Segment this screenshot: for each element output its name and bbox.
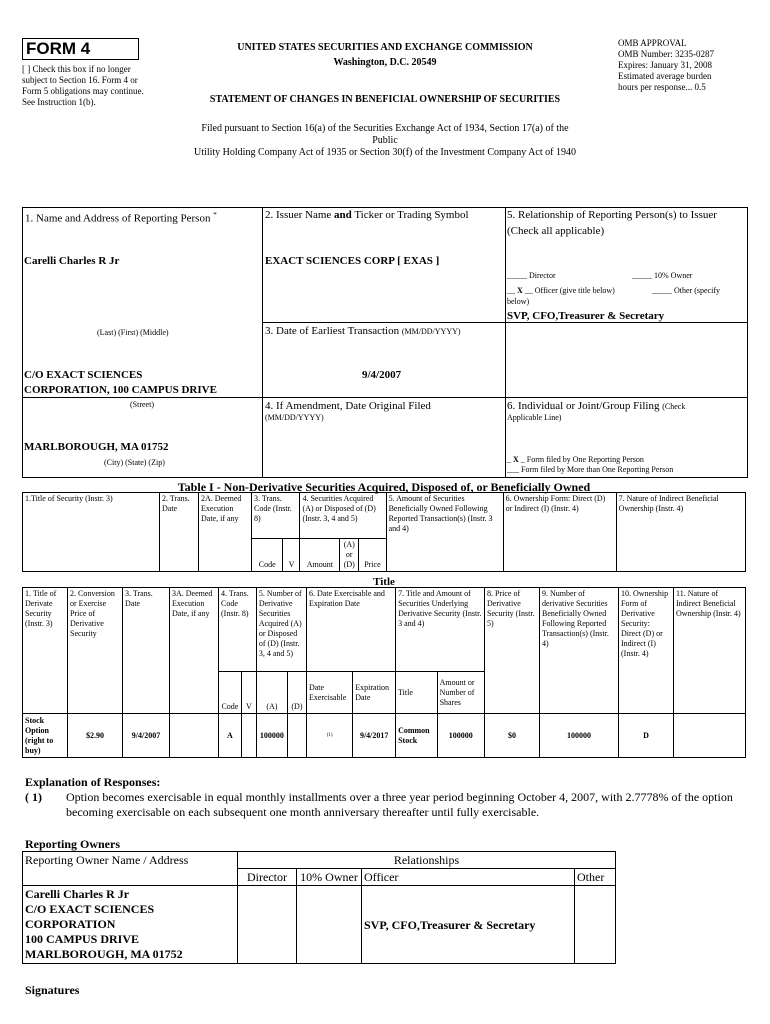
- box2-label: [265, 209, 505, 222]
- box2-label-b: Ticker or Trading Symbol: [351, 209, 469, 221]
- t1-col-nature: 7. Nature of Indirect Beneficial Ownership (Instr. 4): [616, 493, 745, 572]
- filing-line-two: ___ Form filed by More than One Reporting Person: [507, 465, 674, 474]
- omb-approval: [618, 38, 768, 93]
- t2-sub-code: Code: [219, 672, 242, 714]
- box6-label: [507, 400, 749, 413]
- row-derivative-price: $0: [485, 714, 540, 758]
- officer-line-suffix: __ Officer (give title below): [522, 286, 615, 295]
- t2-col-exercisable: 6. Date Exercisable and Expiration Date: [306, 588, 395, 672]
- t2-col-price: 8. Price of Derivative Security (Instr. 5): [485, 588, 540, 714]
- street-label: (Street): [130, 400, 154, 409]
- t1-col-securities: 4. Securities Acquired (A) or Disposed of (D) (Instr. 3, 4 and 5): [300, 493, 386, 539]
- filing-line-one: [507, 455, 644, 465]
- row-expiration: 9/4/2017: [353, 714, 396, 758]
- filed-line-1: Filed pursuant to Section 16(a) of the Securities Exchange Act of 1934, Section 17(a) of the: [201, 123, 569, 134]
- footnote-number: ( 1): [25, 790, 42, 804]
- below-line: below): [507, 297, 530, 306]
- owners-col-director: Director: [238, 869, 297, 886]
- officer-check-x: X: [517, 286, 523, 295]
- owner-line-5: MARLBOROUGH, MA 01752: [25, 947, 183, 961]
- omb-line-1: OMB APPROVAL: [618, 38, 687, 48]
- street-line-1: C/O EXACT SCIENCES: [24, 369, 143, 381]
- omb-line-5: hours per response... 0.5: [618, 82, 706, 92]
- owners-col-ten-pct: 10% Owner: [297, 869, 362, 886]
- agency-city: Washington, D.C. 20549: [333, 57, 437, 68]
- t2-col-title: 1. Title of Derivate Security (Instr. 3): [23, 588, 68, 714]
- box1-label-text: 1. Name and Address of Reporting Person: [25, 212, 211, 225]
- reporting-owners-heading: Reporting Owners: [25, 837, 120, 851]
- name-parts-label: (Last) (First) (Middle): [97, 328, 169, 337]
- filing-check-x: X: [513, 455, 519, 464]
- t1-col-deemed: 2A. Deemed Execution Date, if any: [199, 493, 252, 572]
- row-date-exercisable: (1): [306, 714, 352, 758]
- owners-col-name: Reporting Owner Name / Address: [23, 852, 238, 886]
- filed-line-2: Public: [372, 135, 398, 146]
- t2-col-date: 3. Trans. Date: [123, 588, 170, 714]
- table-row: [23, 714, 746, 758]
- t2-sub-d: (D): [287, 672, 306, 714]
- box1-label-mark: *: [213, 211, 217, 219]
- filing-line-one-suffix: _ Form filed by One Reporting Person: [518, 455, 644, 464]
- t2-col-conversion: 2. Conversion or Exercise Price of Derivative Security: [68, 588, 123, 714]
- row-acquired: 100000: [256, 714, 287, 758]
- t2-col-deemed: 3A. Deemed Execution Date, if any: [170, 588, 219, 714]
- owner-line-2: C/O EXACT SCIENCES: [25, 902, 155, 916]
- street-line-2: CORPORATION, 100 CAMPUS DRIVE: [24, 384, 217, 396]
- t2-col-underlying: 7. Title and Amount of Securities Underlying Derivative Security (Instr. 3 and 4): [396, 588, 485, 672]
- box3-format: (MM/DD/YYYY): [401, 327, 461, 336]
- t2-col-code: 4. Trans. Code (Instr. 8): [219, 588, 257, 672]
- officer-title: SVP, CFO,Treasurer & Secretary: [507, 310, 665, 322]
- box2-label-and: and: [334, 209, 352, 221]
- officer-line-prefix: __: [507, 286, 517, 295]
- t1-col-code: 3. Trans. Code (Instr. 8): [252, 493, 300, 539]
- t1-sub-aord: (A) or (D): [340, 539, 359, 572]
- row-underlying-title: Common Stock: [396, 714, 438, 758]
- omb-line-4: Estimated average burden: [618, 71, 712, 81]
- box4-format: (MM/DD/YYYY): [265, 413, 324, 422]
- t2-col-nature: 11. Nature of Indirect Beneficial Ownership (Instr. 4): [674, 588, 746, 714]
- officer-line: [507, 286, 615, 296]
- box3-label-text: 3. Date of Earliest Transaction: [265, 325, 400, 337]
- row-ownership-form: D: [619, 714, 674, 758]
- omb-line-3: Expires: January 31, 2008: [618, 60, 712, 70]
- city-label: (City) (State) (Zip): [104, 458, 165, 467]
- omb-line-2: OMB Number: 3235-0287: [618, 49, 714, 59]
- t1-sub-price: Price: [359, 539, 386, 572]
- footnote-text: Option becomes exercisable in equal monthly installments over a three year period beginning October 4, 2007, with 2.7778% of the option becoming exercisable on each subsequent one month anniversary thereafter until fully exercisable.: [66, 790, 733, 819]
- t1-col-ownership-form: 6. Ownership Form: Direct (D) or Indirect (I) (Instr. 4): [503, 493, 616, 572]
- t2-sub-exp: Expiration Date: [353, 672, 396, 714]
- director-line: _____ Director: [507, 271, 556, 280]
- box2-label-a: 2. Issuer Name: [265, 209, 335, 221]
- t2-col-form: 10. Ownership Form of Derivative Security: Direct (D) or Indirect (I) (Instr. 4): [619, 588, 674, 714]
- reporting-owners-table: [22, 851, 616, 964]
- owner-director-cell: [238, 886, 297, 964]
- owners-col-officer: Officer: [362, 869, 575, 886]
- filer-info-grid: [22, 207, 748, 478]
- row-deemed-date: [170, 714, 219, 758]
- signatures-heading: Signatures: [25, 983, 80, 997]
- t2-sub-a: (A): [256, 672, 287, 714]
- box6-applicable: Applicable Line): [507, 413, 562, 422]
- box5-label-1: 5. Relationship of Reporting Person(s) to Issuer: [507, 209, 717, 221]
- t1-sub-v: V: [283, 539, 300, 572]
- explanation-heading: Explanation of Responses:: [25, 775, 161, 789]
- table2-title: Title: [373, 576, 395, 588]
- statement-title: STATEMENT OF CHANGES IN BENEFICIAL OWNERSHIP OF SECURITIES: [209, 94, 561, 105]
- t1-sub-amount: Amount: [300, 539, 340, 572]
- agency-name: UNITED STATES SECURITIES AND EXCHANGE COMMISSION: [237, 42, 533, 53]
- row-underlying-amount: 100000: [437, 714, 484, 758]
- other-line: _____ Other (specify: [652, 286, 720, 295]
- earliest-transaction-date: 9/4/2007: [362, 369, 402, 381]
- check-box-note: [ ] Check this box if no longer subject to Section 16. Form 4 or Form 5 obligations may continue. See Instruction 1(b).: [22, 64, 144, 107]
- row-conversion-price: $2.90: [68, 714, 123, 758]
- owner-ten-pct-cell: [297, 886, 362, 964]
- table1-title: Table I - Non-Derivative Securities Acquired, Disposed of, or Beneficially Owned: [177, 480, 591, 494]
- city-state-zip: MARLBOROUGH, MA 01752: [24, 441, 169, 453]
- row-code: A: [219, 714, 242, 758]
- t2-sub-date-ex: Date Exercisable: [306, 672, 352, 714]
- t1-col-amount-owned: 5. Amount of Securities Beneficially Owned Following Reported Transaction(s) (Instr. 3 and 4): [386, 493, 503, 572]
- row-disposed: [287, 714, 306, 758]
- row-nature: [674, 714, 746, 758]
- t1-col-title: 1.Title of Security (Instr. 3): [23, 493, 160, 572]
- filed-line-3: Utility Holding Company Act of 1935 or Section 30(f) of the Investment Company Act of 1940: [194, 147, 576, 158]
- row-v: [241, 714, 256, 758]
- t2-sub-v: V: [241, 672, 256, 714]
- owner-other-cell: [575, 886, 616, 964]
- owner-officer-title: SVP, CFO,Treasurer & Secretary: [362, 886, 575, 964]
- filing-line-one-prefix: _: [507, 455, 513, 464]
- box6-check: (Check: [662, 402, 686, 411]
- table-row: [23, 886, 616, 964]
- table2: [22, 587, 746, 758]
- row-security: Stock Option (right to buy): [23, 714, 68, 758]
- owner-line-4: 100 CAMPUS DRIVE: [25, 932, 139, 946]
- reporting-person-name: Carelli Charles R Jr: [24, 255, 120, 267]
- t2-sub-title: Title: [396, 672, 438, 714]
- t2-col-owned: 9. Number of derivative Securities Beneficially Owned Following Reported Transaction(s) (Instr. 4): [540, 588, 619, 714]
- owner-name-address: [23, 886, 238, 964]
- issuer-name: EXACT SCIENCES CORP [ EXAS ]: [265, 255, 440, 267]
- box5-label-2: (Check all applicable): [507, 225, 605, 237]
- form-title: FORM 4: [22, 38, 139, 60]
- t1-col-date: 2. Trans. Date: [160, 493, 199, 572]
- box6-label-text: 6. Individual or Joint/Group Filing: [507, 400, 660, 412]
- t1-sub-code: Code: [252, 539, 283, 572]
- t2-sub-amount: Amount or Number of Shares: [437, 672, 484, 714]
- ten-percent-owner-line: _____ 10% Owner: [632, 271, 693, 280]
- box4-label: 4. If Amendment, Date Original Filed: [265, 400, 431, 412]
- row-owned-following: 100000: [540, 714, 619, 758]
- filed-pursuant: [140, 123, 630, 159]
- box1-label: [25, 209, 260, 226]
- owners-col-other: Other: [575, 869, 616, 886]
- owners-col-relationships: Relationships: [238, 852, 616, 869]
- t2-col-number: 5. Number of Derivative Securities Acquired (A) or Disposed of (D) (Instr. 3, 4 and 5): [256, 588, 306, 672]
- row-trans-date: 9/4/2007: [123, 714, 170, 758]
- table1: [22, 492, 746, 572]
- box3-label: [265, 325, 505, 338]
- owner-line-3: CORPORATION: [25, 917, 116, 931]
- owner-line-1: Carelli Charles R Jr: [25, 887, 130, 901]
